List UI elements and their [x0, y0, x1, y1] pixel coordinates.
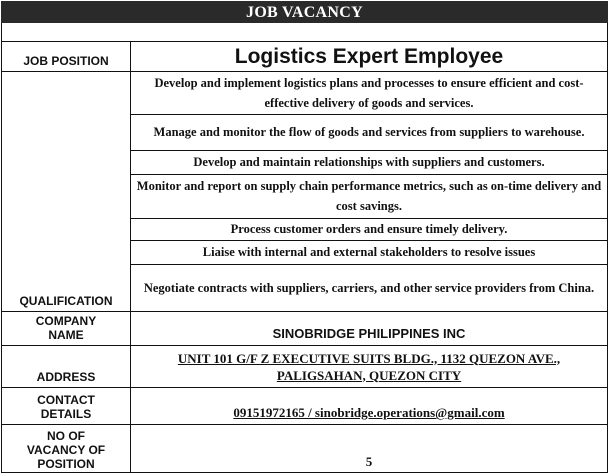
- contact-details-text: 09151972165 / sinobridge.operations@gmail.com: [233, 405, 505, 420]
- qualification-label: QUALIFICATION: [2, 72, 131, 312]
- address-text: UNIT 101 G/F Z EXECUTIVE SUITS BLDG., 1132 QUEZON AVE., PALIGSAHAN, QUEZON CITY: [177, 350, 561, 383]
- vacancy-count-row: [2, 425, 608, 473]
- qualification-cell: [131, 72, 608, 312]
- vacancy-count-value: 5: [131, 425, 608, 473]
- notice-header: JOB VACANCY: [1, 1, 608, 23]
- qualification-row: [2, 72, 608, 312]
- qualification-list: [131, 72, 607, 311]
- header-spacer: [1, 23, 608, 41]
- vacancy-count-label: NO OF VACANCY OF POSITION: [2, 425, 131, 473]
- job-title: Logistics Expert Employee: [234, 45, 504, 68]
- qualification-item: Develop and implement logistics plans and processes to ensure efficient and cost-effective delivery of goods and services.: [131, 72, 607, 114]
- company-name-row: [2, 312, 608, 346]
- address-value: [131, 346, 608, 388]
- qualification-item: Liaise with internal and external stakeholders to resolve issues: [131, 240, 607, 264]
- qualification-item: Manage and monitor the flow of goods and services from suppliers to warehouse.: [131, 114, 607, 150]
- qualification-item: Monitor and report on supply chain performance metrics, such as on-time delivery and cost savings.: [131, 174, 607, 218]
- qualification-item: Negotiate contracts with suppliers, carriers, and other service providers from China.: [143, 280, 595, 295]
- vacancy-table: [1, 41, 608, 473]
- company-name-label: COMPANY NAME: [2, 312, 131, 346]
- job-position-value: [131, 42, 608, 72]
- contact-details-value: [131, 388, 608, 425]
- company-name-value: SINOBRIDGE PHILIPPINES INC: [131, 312, 608, 346]
- address-row: [2, 346, 608, 388]
- qualification-item: Process customer orders and ensure timely delivery.: [131, 218, 607, 240]
- contact-details-label: CONTACT DETAILS: [2, 388, 131, 425]
- job-position-row: [2, 42, 608, 72]
- contact-details-row: [2, 388, 608, 425]
- qualification-item: Develop and maintain relationships with suppliers and customers.: [131, 150, 607, 174]
- job-position-label: JOB POSITION: [2, 42, 131, 72]
- address-label: ADDRESS: [2, 346, 131, 388]
